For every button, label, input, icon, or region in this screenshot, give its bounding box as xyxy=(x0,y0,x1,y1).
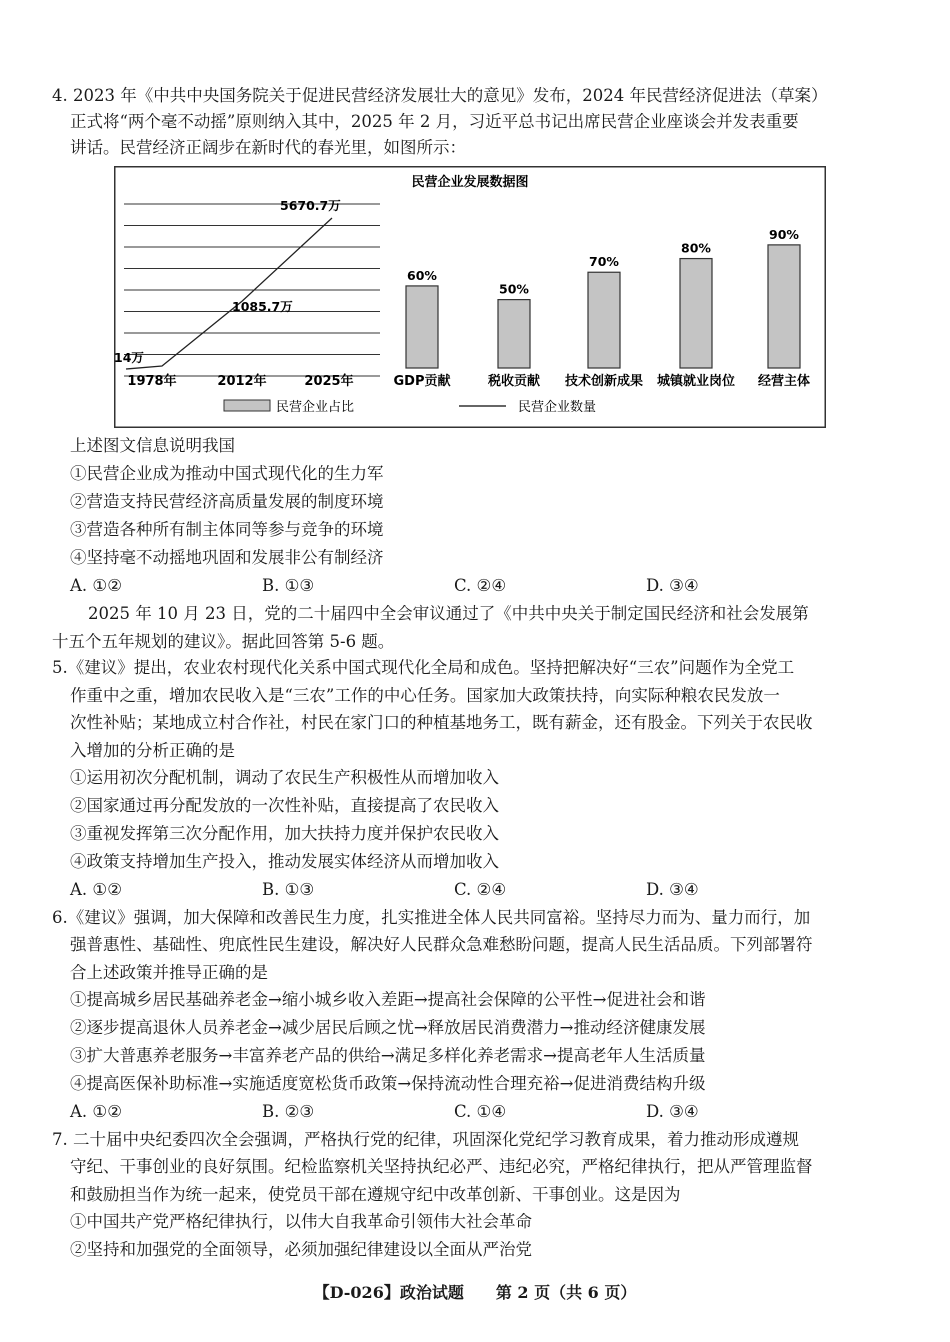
intro56-line-1: 2025 年 10 月 23 日，党的二十届四中全会审议通过了《中共中央关于制定国民经济和社会发展第 xyxy=(88,604,809,623)
bar-chart xyxy=(394,227,811,389)
q7-line-1: 7. 二十届中央纪委四次全会强调，严格执行党的纪律，巩固深化党纪学习教育成果，着力推动形成遵规 xyxy=(52,1130,799,1149)
q7-item-2: ②坚持和加强党的全面领导，必须加强纪律建设以全面从严治党 xyxy=(70,1240,532,1259)
q5-option-c: C. ②④ xyxy=(454,880,507,899)
bar-category-label: 税收贡献 xyxy=(487,374,541,389)
q4-item-4: ④坚持毫不动摇地巩固和发展非公有制经济 xyxy=(70,548,384,567)
q5-item-2: ②国家通过再分配发放的一次性补贴，直接提高了农民收入 xyxy=(70,796,499,815)
q6-option-b: B. ②③ xyxy=(262,1102,315,1121)
q5-line-3: 次性补贴；某地成立村合作社，村民在家门口的种植基地务工，既有薪金，还有股金。下列关于农民收 xyxy=(70,713,813,732)
q5-item-4: ④政策支持增加生产投入，推动发展实体经济从而增加收入 xyxy=(70,852,499,871)
page-footer: 【D-026】政治试题 第 2 页（共 6 页） xyxy=(313,1283,637,1302)
chart-legend xyxy=(224,399,596,415)
series-line-enterprise-count xyxy=(126,218,332,369)
bar-data-label: 50% xyxy=(499,281,529,297)
q7-line-2: 守纪、干事创业的良好氛围。纪检监察机关坚持执纪必严、违纪必究，严格纪律执行，把从严管理监督 xyxy=(70,1157,813,1176)
bar-data-label: 60% xyxy=(407,267,437,283)
q5-line-2: 作重中之重，增加农民收入是“三农”工作的中心任务。国家加大政策扶持，向实际种粮农民发放一 xyxy=(70,686,780,705)
q6-item-4: ④提高医保补助标准→实施适度宽松货币政策→保持流动性合理充裕→促进消费结构升级 xyxy=(70,1074,706,1093)
q4-option-a: A. ①② xyxy=(70,576,122,595)
private-enterprise-chart xyxy=(114,166,826,428)
q4-line-2: 正式将“两个毫不动摇”原则纳入其中，2025 年 2 月，习近平总书记出席民营企业座谈会并发表重要 xyxy=(70,112,799,131)
q4-line-1: 4. 2023 年《中共中央国务院关于促进民营经济发展壮大的意见》发布，2024 年民营经济促进法（草案） xyxy=(52,86,828,105)
q5-line-1: 5.《建议》提出，农业农村现代化关系中国式现代化全局和成色。坚持把解决好“三农”问题作为全党工 xyxy=(52,658,795,677)
q6-line-3: 合上述政策并推导正确的是 xyxy=(70,963,268,982)
bar-1 xyxy=(406,286,438,368)
q5-option-b: B. ①③ xyxy=(262,880,315,899)
q4-option-d: D. ③④ xyxy=(646,576,699,595)
q5-option-d: D. ③④ xyxy=(646,880,699,899)
line-chart xyxy=(114,198,354,389)
line-data-label: 5670.7万 xyxy=(280,198,341,213)
q5-line-4: 入增加的分析正确的是 xyxy=(70,741,235,760)
q7-line-3: 和鼓励担当作为统一起来，使党员干部在遵规守纪中改革创新、干事创业。这是因为 xyxy=(70,1185,681,1204)
bar-category-label: 经营主体 xyxy=(757,374,811,389)
intro56-line-2: 十五个五年规划的建议》。据此回答第 5-6 题。 xyxy=(52,632,395,651)
bar-category-label: GDP贡献 xyxy=(393,374,451,389)
q4-option-b: B. ①③ xyxy=(262,576,315,595)
line-chart-gridlines xyxy=(124,204,380,376)
legend-bar-label: 民营企业占比 xyxy=(276,400,355,415)
bar-data-label: 90% xyxy=(769,226,799,242)
legend-line-label: 民营企业数量 xyxy=(518,400,597,415)
bar-category-label: 技术创新成果 xyxy=(564,374,644,389)
q4-line-3: 讲话。民营经济正阔步在新时代的春光里，如图所示： xyxy=(70,138,466,157)
bar-data-label: 80% xyxy=(681,240,711,256)
q6-option-c: C. ①④ xyxy=(454,1102,507,1121)
bar-3 xyxy=(588,272,620,368)
bar-category-label: 城镇就业岗位 xyxy=(656,374,736,389)
q5-item-3: ③重视发挥第三次分配作用，加大扶持力度并保护农民收入 xyxy=(70,824,499,843)
q6-line-1: 6.《建议》强调，加大保障和改善民生力度，扎实推进全体人民共同富裕。坚持尽力而为、量力而行，加 xyxy=(52,908,811,927)
chart-title: 民营企业发展数据图 xyxy=(411,175,529,190)
bar-5 xyxy=(768,245,800,368)
q5-item-1: ①运用初次分配机制，调动了农民生产积极性从而增加收入 xyxy=(70,768,499,787)
line-data-label: 1085.7万 xyxy=(232,299,293,315)
line-data-label: 14万 xyxy=(114,350,144,365)
line-x-tick-label: 2025年 xyxy=(304,374,354,389)
q4-item-3: ③营造各种所有制主体同等参与竞争的环境 xyxy=(70,520,384,539)
q6-line-2: 强普惠性、基础性、兜底性民生建设，解决好人民群众急难愁盼问题，提高人民生活品质。下列部署符 xyxy=(70,935,813,954)
line-x-tick-label: 1978年 xyxy=(127,374,177,389)
q4-option-c: C. ②④ xyxy=(454,576,507,595)
q6-item-2: ②逐步提高退休人员养老金→减少居民后顾之忧→释放居民消费潜力→推动经济健康发展 xyxy=(70,1018,706,1037)
q7-item-1: ①中国共产党严格纪律执行，以伟大自我革命引领伟大社会革命 xyxy=(70,1212,532,1231)
bar-4 xyxy=(680,259,712,368)
q5-option-a: A. ①② xyxy=(70,880,122,899)
legend-bar-swatch xyxy=(224,400,270,411)
q6-item-1: ①提高城乡居民基础养老金→缩小城乡收入差距→提高社会保障的公平性→促进社会和谐 xyxy=(70,990,706,1009)
q4-item-1: ①民营企业成为推动中国式现代化的生力军 xyxy=(70,464,384,483)
q6-item-3: ③扩大普惠养老服务→丰富养老产品的供给→满足多样化养老需求→提高老年人生活质量 xyxy=(70,1046,706,1065)
q6-option-a: A. ①② xyxy=(70,1102,122,1121)
bar-2 xyxy=(498,300,530,368)
line-x-tick-label: 2012年 xyxy=(217,374,267,389)
q6-option-d: D. ③④ xyxy=(646,1102,699,1121)
q4-item-2: ②营造支持民营经济高质量发展的制度环境 xyxy=(70,492,384,511)
bar-data-label: 70% xyxy=(589,254,619,270)
q4-stem: 上述图文信息说明我国 xyxy=(70,436,235,455)
